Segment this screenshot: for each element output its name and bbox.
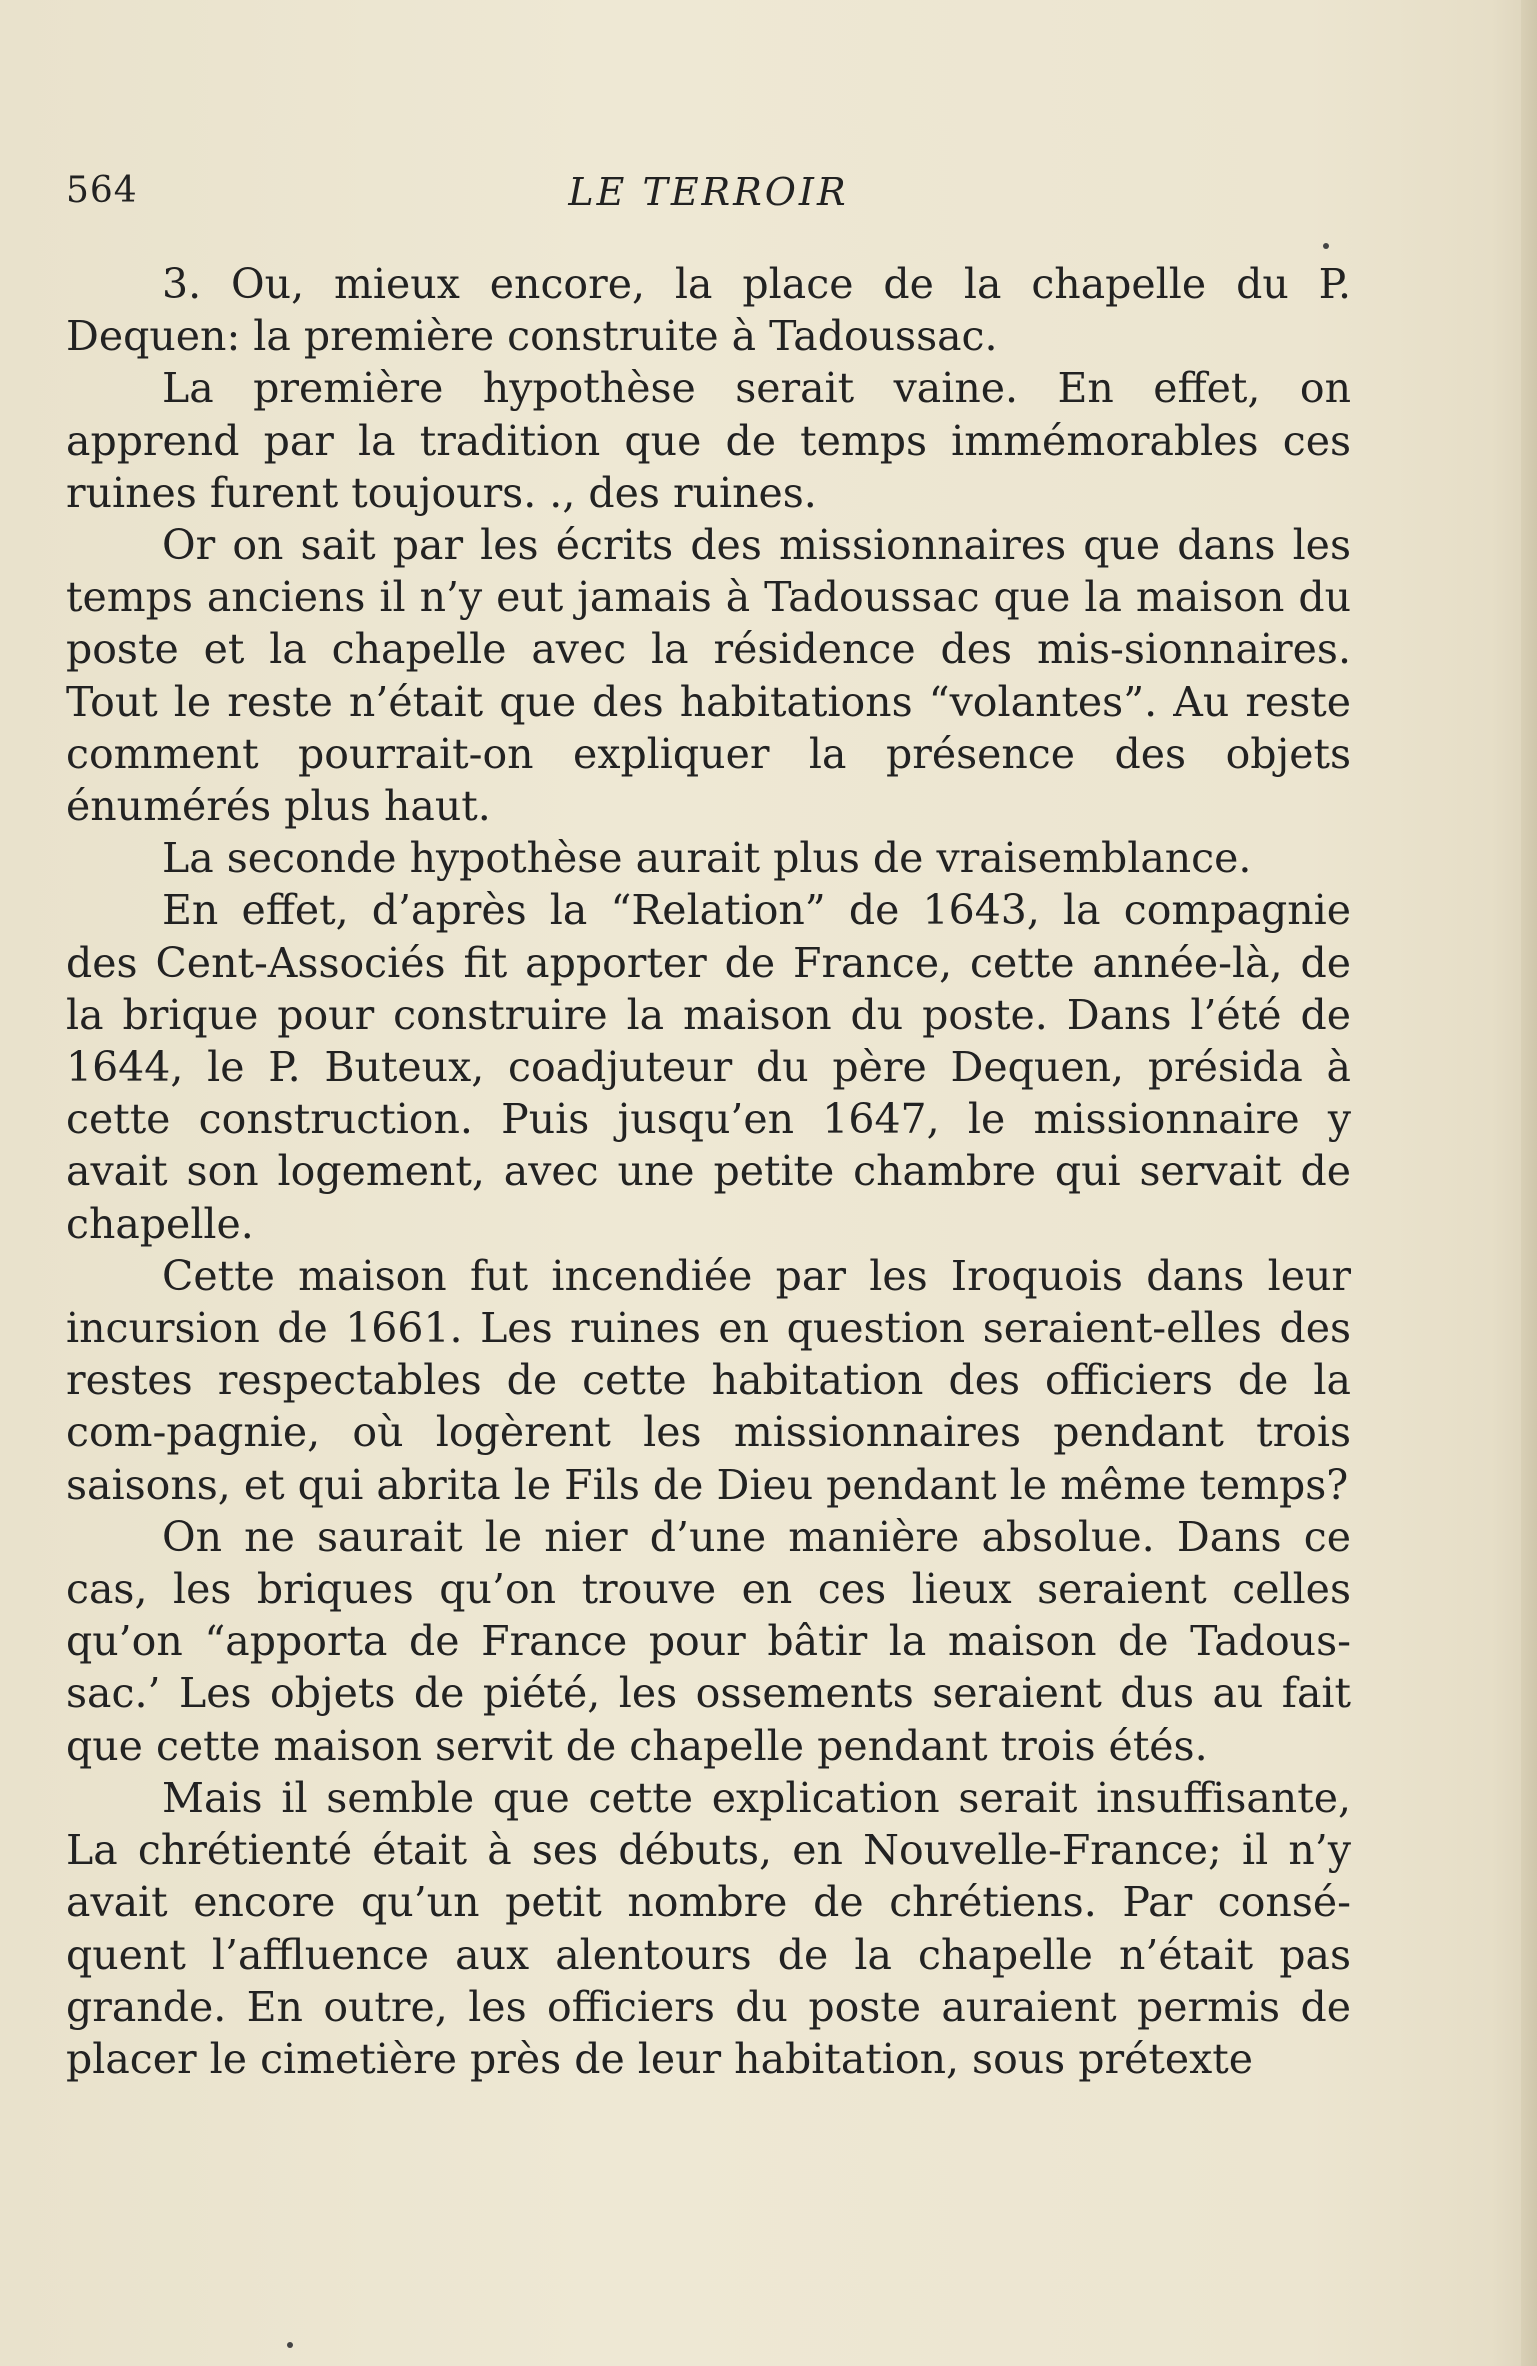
paragraph: La seconde hypothèse aurait plus de vraisemblance. <box>162 834 1252 883</box>
body-text <box>66 258 1351 2085</box>
paragraph: Mais il semble que cette explication serait insuffisante, La chrétienté était à ses débuts, en Nouvelle-France; il n’y avait encore qu’un petit nombre de chrétiens. Par consé-quent l’affluence aux alentours de la chapelle n’était pas grande. En outre, les officiers du poste auraient permis de placer le cimetière près de leur habitation, sous prétexte <box>66 1773 1351 2083</box>
print-speck <box>1323 243 1329 249</box>
paragraph: On ne saurait le nier d’une manière absolue. Dans ce cas, les briques qu’on trouve en ces lieux seraient celles qu’on “apporta de France pour bâtir la maison de Tadous-sac.’ Les objets de piété, les ossements seraient dus au fait que cette maison servit de chapelle pendant trois étés. <box>66 1512 1351 1770</box>
page-number: 564 <box>66 170 138 211</box>
paragraph: En effet, d’après la “Relation” de 1643, la compagnie des Cent-Associés fit apporter de France, cette année-là, de la brique pour construire la maison du poste. Dans l’été de 1644, le P. Buteux, coadjuteur du père Dequen, présida à cette construction. Puis jusqu’en 1647, le missionnaire y avait son logement, avec une petite chambre qui servait de chapelle. <box>66 886 1351 1248</box>
paragraph: La première hypothèse serait vaine. En effet, on apprend par la tradition que de temps immémorables ces ruines furent toujours. ., des ruines. <box>66 364 1351 517</box>
page-header <box>66 170 1351 230</box>
paragraph: Or on sait par les écrits des missionnaires que dans les temps anciens il n’y eut jamais à Tadoussac que la maison du poste et la chapelle avec la résidence des mis-sionnaires. Tout le reste n’était que des habitations “volantes”. Au reste comment pourrait-on expliquer la présence des objets énumérés plus haut. <box>66 521 1351 831</box>
running-title: LE TERROIR <box>568 170 849 214</box>
paragraph: Cette maison fut incendiée par les Iroquois dans leur incursion de 1661. Les ruines en question seraient-elles des restes respectables de cette habitation des officiers de la com-pagnie, où logèrent les missionnaires pendant trois saisons, et qui abrita le Fils de Dieu pendant le même temps? <box>66 1251 1351 1509</box>
print-speck <box>287 2342 293 2348</box>
paragraph: 3. Ou, mieux encore, la place de la chapelle du P. Dequen: la première construite à Tadoussac. <box>66 260 1351 361</box>
page-edge <box>1521 0 1537 2366</box>
